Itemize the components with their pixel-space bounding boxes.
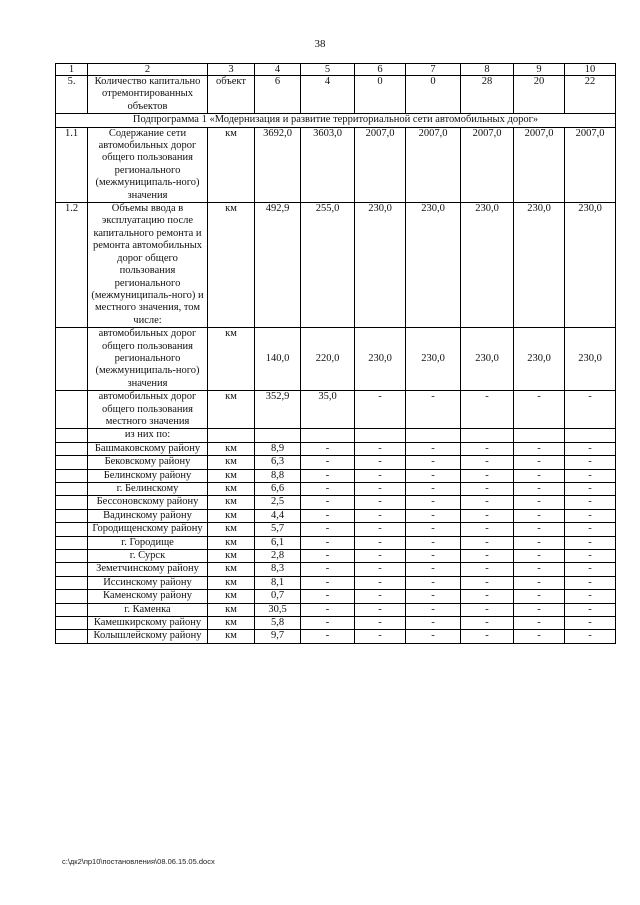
value-cell: - xyxy=(461,630,514,643)
district-name: г. Белинскому xyxy=(88,483,208,496)
unit-cell: км xyxy=(208,603,255,616)
value-cell: 3692,0 xyxy=(255,127,301,202)
value-cell: - xyxy=(355,456,406,469)
header-cell: 6 xyxy=(355,64,406,76)
district-name: Каменскому району xyxy=(88,590,208,603)
value-cell: 2007,0 xyxy=(565,127,616,202)
value-cell: 5,8 xyxy=(255,617,301,630)
value-cell: - xyxy=(514,509,565,522)
value-cell: - xyxy=(355,442,406,455)
value-cell: 230,0 xyxy=(514,203,565,328)
value-cell: - xyxy=(514,469,565,482)
value-cell: 230,0 xyxy=(565,328,616,391)
value-cell: 352,9 xyxy=(255,391,301,429)
value-cell: 230,0 xyxy=(461,203,514,328)
value-cell: - xyxy=(355,496,406,509)
value-cell: - xyxy=(461,483,514,496)
value-cell: 8,8 xyxy=(255,469,301,482)
value-cell: - xyxy=(514,590,565,603)
value-cell: - xyxy=(301,523,355,536)
indicator-name: Содержание сети автомобильных дорог общего пользования регионального (межмуниципаль-ного) значения xyxy=(88,127,208,202)
district-row xyxy=(56,536,616,549)
value-cell: 2007,0 xyxy=(355,127,406,202)
header-cell: 10 xyxy=(565,64,616,76)
value-cell: - xyxy=(565,536,616,549)
unit-cell: км xyxy=(208,550,255,563)
table-row-5 xyxy=(56,76,616,114)
value-cell: - xyxy=(301,509,355,522)
value-cell: 6,3 xyxy=(255,456,301,469)
value-cell: - xyxy=(461,442,514,455)
value-cell: - xyxy=(565,630,616,643)
value-cell: 2007,0 xyxy=(406,127,461,202)
value-cell: - xyxy=(355,603,406,616)
value-cell: - xyxy=(461,523,514,536)
table-row-from-them xyxy=(56,429,616,442)
value-cell: 35,0 xyxy=(301,391,355,429)
value-cell: - xyxy=(514,456,565,469)
value-cell: 8,3 xyxy=(255,563,301,576)
value-cell: - xyxy=(406,630,461,643)
district-row xyxy=(56,456,616,469)
row-number xyxy=(56,603,88,616)
value-cell: 8,9 xyxy=(255,442,301,455)
header-row xyxy=(56,64,616,76)
value-cell: - xyxy=(565,563,616,576)
value-cell: 9,7 xyxy=(255,630,301,643)
value-cell: - xyxy=(355,576,406,589)
value-cell: - xyxy=(355,469,406,482)
value-cell: - xyxy=(355,391,406,429)
value-cell: - xyxy=(355,523,406,536)
value-cell: 220,0 xyxy=(301,328,355,391)
subprogram-title: Подпрограмма 1 «Модернизация и развитие территориальной сети автомобильных дорог» xyxy=(56,114,616,127)
value-cell: - xyxy=(301,576,355,589)
value-cell xyxy=(301,429,355,442)
value-cell: 28 xyxy=(461,76,514,114)
row-number xyxy=(56,563,88,576)
unit-cell: объект xyxy=(208,76,255,114)
value-cell: - xyxy=(406,509,461,522)
district-name: Земетчинскому району xyxy=(88,563,208,576)
unit-cell: км xyxy=(208,391,255,429)
value-cell: - xyxy=(565,391,616,429)
value-cell: - xyxy=(355,536,406,549)
value-cell xyxy=(255,429,301,442)
value-cell: 5,7 xyxy=(255,523,301,536)
row-number xyxy=(56,391,88,429)
value-cell: - xyxy=(406,590,461,603)
district-row xyxy=(56,550,616,563)
value-cell: - xyxy=(355,563,406,576)
district-name: Белинскому району xyxy=(88,469,208,482)
value-cell: - xyxy=(461,509,514,522)
header-cell: 5 xyxy=(301,64,355,76)
value-cell: 230,0 xyxy=(565,203,616,328)
value-cell: 2,8 xyxy=(255,550,301,563)
district-row xyxy=(56,630,616,643)
district-name: Бековскому району xyxy=(88,456,208,469)
unit-cell: км xyxy=(208,442,255,455)
header-cell: 8 xyxy=(461,64,514,76)
row-number xyxy=(56,523,88,536)
header-cell: 3 xyxy=(208,64,255,76)
value-cell: - xyxy=(355,483,406,496)
value-cell: - xyxy=(301,563,355,576)
value-cell: 0 xyxy=(355,76,406,114)
district-name: Иссинскому району xyxy=(88,576,208,589)
district-row xyxy=(56,523,616,536)
row-number xyxy=(56,483,88,496)
unit-cell: км xyxy=(208,469,255,482)
value-cell: - xyxy=(565,456,616,469)
value-cell: 2007,0 xyxy=(514,127,565,202)
district-row xyxy=(56,617,616,630)
value-cell: 22 xyxy=(565,76,616,114)
value-cell: - xyxy=(565,617,616,630)
district-row xyxy=(56,469,616,482)
district-name: Башмаковскому району xyxy=(88,442,208,455)
value-cell: - xyxy=(301,617,355,630)
value-cell: - xyxy=(514,391,565,429)
unit-cell: км xyxy=(208,617,255,630)
district-name: Бессоновскому району xyxy=(88,496,208,509)
value-cell: 230,0 xyxy=(406,328,461,391)
value-cell: - xyxy=(565,469,616,482)
unit-cell: км xyxy=(208,590,255,603)
indicator-name: из них по: xyxy=(88,429,208,442)
value-cell: - xyxy=(461,617,514,630)
header-cell: 4 xyxy=(255,64,301,76)
value-cell: - xyxy=(565,590,616,603)
value-cell: - xyxy=(355,630,406,643)
value-cell: - xyxy=(565,442,616,455)
value-cell: 4,4 xyxy=(255,509,301,522)
table-row-1-2 xyxy=(56,203,616,328)
value-cell: - xyxy=(355,617,406,630)
header-cell: 7 xyxy=(406,64,461,76)
value-cell xyxy=(565,429,616,442)
district-name: Городищенскому району xyxy=(88,523,208,536)
value-cell: - xyxy=(406,442,461,455)
value-cell: - xyxy=(406,496,461,509)
header-cell: 9 xyxy=(514,64,565,76)
unit-cell: км xyxy=(208,576,255,589)
value-cell: - xyxy=(406,536,461,549)
value-cell: - xyxy=(514,630,565,643)
value-cell: - xyxy=(301,590,355,603)
value-cell: - xyxy=(514,442,565,455)
value-cell: - xyxy=(514,536,565,549)
indicators-table xyxy=(55,63,616,644)
subprogram-row xyxy=(56,114,616,127)
value-cell: - xyxy=(355,590,406,603)
value-cell: 230,0 xyxy=(355,203,406,328)
district-name: г. Городище xyxy=(88,536,208,549)
district-row xyxy=(56,603,616,616)
value-cell: - xyxy=(406,469,461,482)
district-row xyxy=(56,563,616,576)
district-name: г. Сурск xyxy=(88,550,208,563)
row-number xyxy=(56,630,88,643)
row-number xyxy=(56,550,88,563)
unit-cell: км xyxy=(208,328,255,391)
page-number: 38 xyxy=(314,38,326,50)
district-name: Камешкирскому району xyxy=(88,617,208,630)
header-cell: 2 xyxy=(88,64,208,76)
value-cell: - xyxy=(461,496,514,509)
value-cell: - xyxy=(461,576,514,589)
district-name: г. Каменка xyxy=(88,603,208,616)
unit-cell: км xyxy=(208,509,255,522)
value-cell xyxy=(514,429,565,442)
row-number xyxy=(56,429,88,442)
value-cell: 6,1 xyxy=(255,536,301,549)
district-name: Колышлейскому району xyxy=(88,630,208,643)
value-cell: - xyxy=(514,550,565,563)
value-cell: - xyxy=(514,576,565,589)
value-cell xyxy=(406,429,461,442)
unit-cell: км xyxy=(208,456,255,469)
value-cell: - xyxy=(406,603,461,616)
value-cell: - xyxy=(406,483,461,496)
value-cell: 20 xyxy=(514,76,565,114)
indicator-name: Количество капитально отремонтированных объектов xyxy=(88,76,208,114)
row-number xyxy=(56,590,88,603)
district-row xyxy=(56,590,616,603)
district-name: Вадинскому району xyxy=(88,509,208,522)
table-row-regional xyxy=(56,328,616,391)
value-cell: - xyxy=(301,469,355,482)
file-path-footer: c:\дк2\пр10\постановления\08.06.15.05.docx xyxy=(62,857,215,866)
row-number xyxy=(56,576,88,589)
value-cell: 0,7 xyxy=(255,590,301,603)
value-cell: 6,6 xyxy=(255,483,301,496)
value-cell: - xyxy=(514,523,565,536)
row-number xyxy=(56,469,88,482)
value-cell: 230,0 xyxy=(461,328,514,391)
value-cell: 2,5 xyxy=(255,496,301,509)
value-cell: - xyxy=(406,550,461,563)
value-cell: - xyxy=(355,509,406,522)
header-cell: 1 xyxy=(56,64,88,76)
value-cell: - xyxy=(565,576,616,589)
value-cell: - xyxy=(301,456,355,469)
unit-cell: км xyxy=(208,563,255,576)
row-number xyxy=(56,456,88,469)
district-row xyxy=(56,496,616,509)
row-number xyxy=(56,328,88,391)
table-row-1-1 xyxy=(56,127,616,202)
district-row xyxy=(56,442,616,455)
value-cell: - xyxy=(461,469,514,482)
value-cell: - xyxy=(406,456,461,469)
row-number xyxy=(56,509,88,522)
value-cell: 230,0 xyxy=(514,328,565,391)
value-cell: 492,9 xyxy=(255,203,301,328)
value-cell: - xyxy=(461,590,514,603)
value-cell: - xyxy=(461,536,514,549)
value-cell: 3603,0 xyxy=(301,127,355,202)
value-cell: - xyxy=(565,603,616,616)
indicator-name: автомобильных дорог общего пользования местного значения xyxy=(88,391,208,429)
value-cell: - xyxy=(565,509,616,522)
row-number: 1.2 xyxy=(56,203,88,328)
value-cell: - xyxy=(355,550,406,563)
value-cell: - xyxy=(406,576,461,589)
row-number: 5. xyxy=(56,76,88,114)
value-cell: 140,0 xyxy=(255,328,301,391)
value-cell: 8,1 xyxy=(255,576,301,589)
value-cell: - xyxy=(301,603,355,616)
district-row xyxy=(56,509,616,522)
value-cell: 2007,0 xyxy=(461,127,514,202)
value-cell: - xyxy=(565,523,616,536)
value-cell: - xyxy=(406,617,461,630)
indicator-name: автомобильных дорог общего пользования регионального (межмуниципаль-ного) значения xyxy=(88,328,208,391)
unit-cell: км xyxy=(208,496,255,509)
value-cell: - xyxy=(406,391,461,429)
value-cell: - xyxy=(514,496,565,509)
value-cell: 230,0 xyxy=(355,328,406,391)
value-cell: - xyxy=(461,391,514,429)
row-number xyxy=(56,536,88,549)
value-cell: - xyxy=(514,483,565,496)
value-cell: 6 xyxy=(255,76,301,114)
unit-cell: км xyxy=(208,203,255,328)
value-cell: - xyxy=(514,563,565,576)
value-cell: - xyxy=(565,550,616,563)
row-number xyxy=(56,442,88,455)
value-cell: - xyxy=(461,456,514,469)
value-cell: - xyxy=(301,536,355,549)
value-cell: 30,5 xyxy=(255,603,301,616)
district-row xyxy=(56,483,616,496)
value-cell: - xyxy=(301,442,355,455)
unit-cell xyxy=(208,429,255,442)
value-cell xyxy=(355,429,406,442)
unit-cell: км xyxy=(208,536,255,549)
value-cell: - xyxy=(406,563,461,576)
row-number xyxy=(56,496,88,509)
value-cell: 4 xyxy=(301,76,355,114)
value-cell: - xyxy=(301,483,355,496)
row-number xyxy=(56,617,88,630)
value-cell xyxy=(461,429,514,442)
value-cell: - xyxy=(565,496,616,509)
value-cell: 230,0 xyxy=(406,203,461,328)
district-row xyxy=(56,576,616,589)
value-cell: - xyxy=(301,550,355,563)
value-cell: 0 xyxy=(406,76,461,114)
table-row-local xyxy=(56,391,616,429)
value-cell: - xyxy=(514,603,565,616)
value-cell: - xyxy=(301,496,355,509)
value-cell: - xyxy=(565,483,616,496)
value-cell: - xyxy=(406,523,461,536)
row-number: 1.1 xyxy=(56,127,88,202)
unit-cell: км xyxy=(208,630,255,643)
value-cell: - xyxy=(301,630,355,643)
value-cell: - xyxy=(461,603,514,616)
unit-cell: км xyxy=(208,127,255,202)
unit-cell: км xyxy=(208,483,255,496)
value-cell: - xyxy=(461,563,514,576)
value-cell: 255,0 xyxy=(301,203,355,328)
value-cell: - xyxy=(461,550,514,563)
unit-cell: км xyxy=(208,523,255,536)
value-cell: - xyxy=(514,617,565,630)
indicator-name: Объемы ввода в эксплуатацию после капитального ремонта и ремонта автомобильных дорог общего пользования регионального (межмуниципаль-ного) и местного значения, том числе: xyxy=(88,203,208,328)
